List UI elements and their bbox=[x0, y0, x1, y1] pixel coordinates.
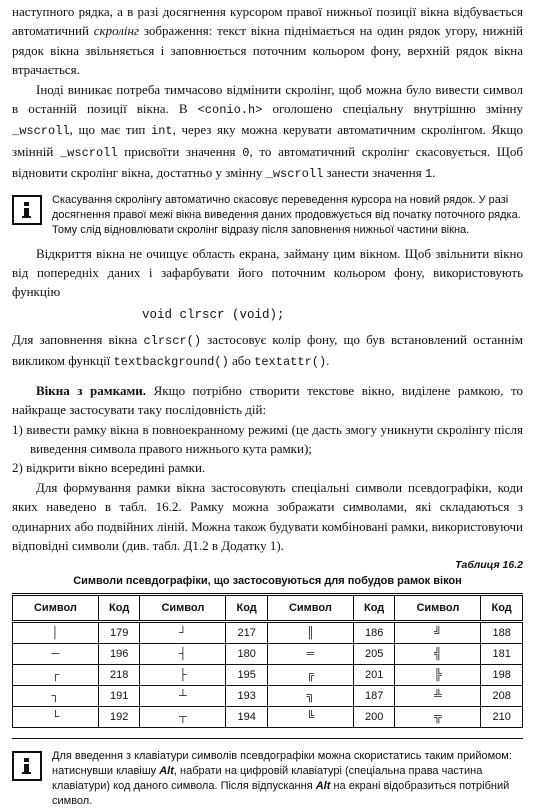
table-cell: 188 bbox=[481, 622, 523, 644]
table-header-cell: Код bbox=[353, 595, 395, 622]
table-cell: 181 bbox=[481, 644, 523, 665]
info-note-icon bbox=[12, 195, 42, 225]
note-text-alt-input: Для введення з клавіатури символів псевдографіки можна скористатись таким прийомом: натиснувши клавішу Alt, набрати на цифровій клавіатурі (спеціальна права частина клавіатури) код даного символа. Після відпускання Alt на екрані відобразиться потрібний символ. bbox=[52, 750, 512, 808]
table-cell: 205 bbox=[353, 644, 395, 665]
table-cell: ╠ bbox=[395, 665, 481, 686]
table-cell: 187 bbox=[353, 686, 395, 707]
table-cell: 195 bbox=[226, 665, 268, 686]
table-cell: 210 bbox=[481, 707, 523, 728]
table-number: Таблиця 16.2 bbox=[455, 559, 523, 572]
table-cell: ╩ bbox=[395, 686, 481, 707]
info-note-icon bbox=[12, 751, 42, 781]
table-cell: 217 bbox=[226, 622, 268, 644]
table-cell: 179 bbox=[98, 622, 140, 644]
table-row bbox=[13, 686, 523, 707]
note-box-scrolling bbox=[12, 193, 523, 238]
table-header-cell: Код bbox=[481, 595, 523, 622]
table-header-cell: Символ bbox=[140, 595, 226, 622]
table-row bbox=[13, 644, 523, 665]
table-cell: ╚ bbox=[267, 707, 353, 728]
pseudographics-table bbox=[12, 593, 523, 728]
table-cell: 192 bbox=[98, 707, 140, 728]
table-cell: │ bbox=[13, 622, 99, 644]
table-cell: ═ bbox=[267, 644, 353, 665]
code-clrscr-declaration: void clrscr (void); bbox=[142, 307, 285, 322]
table-cell: └ bbox=[13, 707, 99, 728]
table-cell: 193 bbox=[226, 686, 268, 707]
table-cell: 191 bbox=[98, 686, 140, 707]
table-cell: ┘ bbox=[140, 622, 226, 644]
list-item-1: 1) вивести рамку вікна в повноекранному режимі (це дасть змогу уникнути скролінгу після виведення символа правого нижнього кута рамки); bbox=[12, 421, 523, 456]
table-cell: 180 bbox=[226, 644, 268, 665]
table-cell: ┤ bbox=[140, 644, 226, 665]
table-cell: ║ bbox=[267, 622, 353, 644]
table-cell: ┐ bbox=[13, 686, 99, 707]
note-box-alt-input bbox=[12, 749, 523, 809]
list-item-2: 2) відкрити вікно всередині рамки. bbox=[12, 460, 206, 476]
table-cell: ╗ bbox=[267, 686, 353, 707]
paragraph-fill-color: Для заповнення вікна clrscr() застосовує колір фону, що був встановлений останнім викликом функції textbackground() або textattr(). bbox=[12, 331, 524, 370]
table-cell: 201 bbox=[353, 665, 395, 686]
table-cell: ╦ bbox=[395, 707, 481, 728]
paragraph-wscroll: Іноді виникає потреба тимчасово відмінити скролінг, щоб можна було вивести символ в останній позиції вікна. В <conio.h> оголошено спеціальну внутрішню змінну _wscroll, що має тип int, через яку можна керувати автоматичним скролінгом. Якщо змінній _wscroll присвоїти значення 0, то автоматичний скролінг скасовується. Щоб відновити скролінг вікна, достатньо у змінну _wscroll занести значення 1. bbox=[12, 81, 524, 182]
divider bbox=[12, 738, 523, 739]
table-cell: ┬ bbox=[140, 707, 226, 728]
paragraph-clrscr: Відкриття вікна не очищує область екрана, займану цим вікном. Щоб звільнити вікно від попередніх даних і зафарбувати його поточним кольором фону, використовують функцію bbox=[12, 245, 523, 300]
table-header-cell: Символ bbox=[395, 595, 481, 622]
table-header-row bbox=[13, 595, 523, 622]
table-cell: 196 bbox=[98, 644, 140, 665]
paragraph-pseudographics: Для формування рамки вікна застосовують спеціальні символи псевдографіки, коди яких наведено в табл. 16.2. Рамку можна зображати символами, які складаються з одинарних або подвійних ліній. Можна також будувати комбіновані рамки, використовуючи відповідні символи (див. табл. Д1.2 в Додатку 1). bbox=[12, 479, 523, 553]
table-cell: 200 bbox=[353, 707, 395, 728]
table-header-cell: Код bbox=[226, 595, 268, 622]
table-cell: ┌ bbox=[13, 665, 99, 686]
paragraph-framed-windows: Вікна з рамками. Якщо потрібно створити текстове вікно, виділене рамкою, то найкраще застосувати таку послідовність дій: bbox=[12, 382, 524, 418]
table-header-cell: Символ bbox=[13, 595, 99, 622]
table-cell: ╣ bbox=[395, 644, 481, 665]
note-text-scrolling: Скасування скролінгу автоматично скасовує переведення курсора на новий рядок. У разі досягнення правої межі вікна виведення даних продовжується від початку поточного рядка. Тому слід відновлювати скролінг відразу після заповнення нижньої частини вікна. bbox=[52, 193, 521, 236]
table-cell: ╝ bbox=[395, 622, 481, 644]
table-cell: 208 bbox=[481, 686, 523, 707]
table-title: Символи псевдографіки, що застосовуються для побудов рамок вікон bbox=[73, 575, 462, 588]
table-header-cell: Символ bbox=[267, 595, 353, 622]
table-cell: ├ bbox=[140, 665, 226, 686]
table-row bbox=[13, 707, 523, 728]
paragraph-scrolling-intro: наступного рядка, а в разі досягнення курсором правої нижньої позиції вікна відбувається автоматичний скролінг зображення: текст вікна піднімається на один рядок угору, нижній рядок вікна звільняється і заповнюється поточним кольором фону, верхній рядок вікна втрачається. bbox=[12, 4, 524, 78]
table-cell: ╔ bbox=[267, 665, 353, 686]
table-header-cell: Код bbox=[98, 595, 140, 622]
table-cell: 186 bbox=[353, 622, 395, 644]
table-row bbox=[13, 622, 523, 644]
table-cell: ─ bbox=[13, 644, 99, 665]
table-row bbox=[13, 665, 523, 686]
table-cell: 194 bbox=[226, 707, 268, 728]
table-cell: 218 bbox=[98, 665, 140, 686]
table-cell: 198 bbox=[481, 665, 523, 686]
table-cell: ┴ bbox=[140, 686, 226, 707]
